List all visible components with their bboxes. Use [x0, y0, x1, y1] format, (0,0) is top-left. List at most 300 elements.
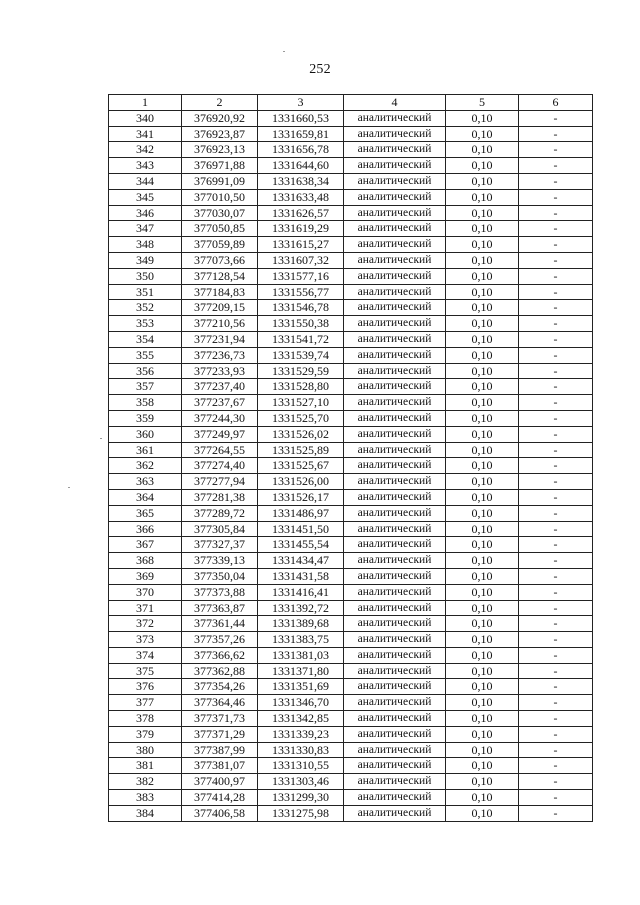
- method-cell: аналитический: [344, 474, 446, 490]
- table-row: [109, 237, 593, 253]
- note-cell: -: [519, 363, 593, 379]
- table-row: [109, 221, 593, 237]
- note-cell: -: [519, 537, 593, 553]
- error-cell: 0,10: [446, 584, 519, 600]
- table-row: [109, 379, 593, 395]
- table-row: [109, 790, 593, 806]
- table-row: [109, 316, 593, 332]
- y-coordinate-cell: 1331525,89: [258, 442, 344, 458]
- point-number-cell: 370: [109, 584, 182, 600]
- y-coordinate-cell: 1331275,98: [258, 805, 344, 821]
- point-number-cell: 380: [109, 742, 182, 758]
- note-cell: -: [519, 790, 593, 806]
- y-coordinate-cell: 1331626,57: [258, 205, 344, 221]
- y-coordinate-cell: 1331351,69: [258, 679, 344, 695]
- method-cell: аналитический: [344, 347, 446, 363]
- error-cell: 0,10: [446, 221, 519, 237]
- method-cell: аналитический: [344, 316, 446, 332]
- error-cell: 0,10: [446, 158, 519, 174]
- method-cell: аналитический: [344, 790, 446, 806]
- error-cell: 0,10: [446, 663, 519, 679]
- point-number-cell: 376: [109, 679, 182, 695]
- table-row: [109, 205, 593, 221]
- method-cell: аналитический: [344, 395, 446, 411]
- error-cell: 0,10: [446, 711, 519, 727]
- x-coordinate-cell: 377059,89: [182, 237, 258, 253]
- method-cell: аналитический: [344, 379, 446, 395]
- coordinates-table: [108, 94, 593, 822]
- x-coordinate-cell: 376991,09: [182, 173, 258, 189]
- point-number-cell: 350: [109, 268, 182, 284]
- y-coordinate-cell: 1331434,47: [258, 553, 344, 569]
- y-coordinate-cell: 1331527,10: [258, 395, 344, 411]
- point-number-cell: 341: [109, 126, 182, 142]
- method-cell: аналитический: [344, 679, 446, 695]
- x-coordinate-cell: 377073,66: [182, 252, 258, 268]
- method-cell: аналитический: [344, 695, 446, 711]
- table-row: [109, 521, 593, 537]
- scan-speck: [68, 487, 70, 488]
- y-coordinate-cell: 1331638,34: [258, 173, 344, 189]
- note-cell: -: [519, 426, 593, 442]
- point-number-cell: 345: [109, 189, 182, 205]
- table-row: [109, 679, 593, 695]
- x-coordinate-cell: 377010,50: [182, 189, 258, 205]
- note-cell: -: [519, 110, 593, 126]
- y-coordinate-cell: 1331550,38: [258, 316, 344, 332]
- note-cell: -: [519, 521, 593, 537]
- y-coordinate-cell: 1331577,16: [258, 268, 344, 284]
- y-coordinate-cell: 1331381,03: [258, 647, 344, 663]
- x-coordinate-cell: 377237,40: [182, 379, 258, 395]
- y-coordinate-cell: 1331389,68: [258, 616, 344, 632]
- point-number-cell: 354: [109, 331, 182, 347]
- table-row: [109, 395, 593, 411]
- point-number-cell: 374: [109, 647, 182, 663]
- x-coordinate-cell: 377249,97: [182, 426, 258, 442]
- x-coordinate-cell: 377264,55: [182, 442, 258, 458]
- table-row: [109, 505, 593, 521]
- x-coordinate-cell: 377381,07: [182, 758, 258, 774]
- x-coordinate-cell: 377371,73: [182, 711, 258, 727]
- x-coordinate-cell: 376923,13: [182, 142, 258, 158]
- table-row: [109, 553, 593, 569]
- x-coordinate-cell: 377030,07: [182, 205, 258, 221]
- note-cell: -: [519, 758, 593, 774]
- x-coordinate-cell: 377237,67: [182, 395, 258, 411]
- error-cell: 0,10: [446, 252, 519, 268]
- x-coordinate-cell: 377387,99: [182, 742, 258, 758]
- x-coordinate-cell: 376923,87: [182, 126, 258, 142]
- point-number-cell: 356: [109, 363, 182, 379]
- error-cell: 0,10: [446, 505, 519, 521]
- point-number-cell: 358: [109, 395, 182, 411]
- table-row: [109, 489, 593, 505]
- table-row: [109, 568, 593, 584]
- point-number-cell: 379: [109, 726, 182, 742]
- error-cell: 0,10: [446, 173, 519, 189]
- note-cell: -: [519, 774, 593, 790]
- note-cell: -: [519, 489, 593, 505]
- x-coordinate-cell: 377363,87: [182, 600, 258, 616]
- y-coordinate-cell: 1331525,70: [258, 410, 344, 426]
- table-row: [109, 742, 593, 758]
- error-cell: 0,10: [446, 363, 519, 379]
- y-coordinate-cell: 1331416,41: [258, 584, 344, 600]
- point-number-cell: 383: [109, 790, 182, 806]
- note-cell: -: [519, 410, 593, 426]
- y-coordinate-cell: 1331383,75: [258, 632, 344, 648]
- x-coordinate-cell: 377400,97: [182, 774, 258, 790]
- x-coordinate-cell: 377350,04: [182, 568, 258, 584]
- error-cell: 0,10: [446, 237, 519, 253]
- method-cell: аналитический: [344, 553, 446, 569]
- error-cell: 0,10: [446, 205, 519, 221]
- table-row: [109, 189, 593, 205]
- method-cell: аналитический: [344, 221, 446, 237]
- table-row: [109, 158, 593, 174]
- method-cell: аналитический: [344, 711, 446, 727]
- note-cell: -: [519, 221, 593, 237]
- note-cell: -: [519, 568, 593, 584]
- method-cell: аналитический: [344, 774, 446, 790]
- method-cell: аналитический: [344, 616, 446, 632]
- y-coordinate-cell: 1331529,59: [258, 363, 344, 379]
- method-cell: аналитический: [344, 126, 446, 142]
- table-row: [109, 331, 593, 347]
- table-row: [109, 126, 593, 142]
- x-coordinate-cell: 377414,28: [182, 790, 258, 806]
- x-coordinate-cell: 377366,62: [182, 647, 258, 663]
- y-coordinate-cell: 1331451,50: [258, 521, 344, 537]
- table-row: [109, 173, 593, 189]
- table-row: [109, 363, 593, 379]
- error-cell: 0,10: [446, 410, 519, 426]
- y-coordinate-cell: 1331339,23: [258, 726, 344, 742]
- x-coordinate-cell: 377209,15: [182, 300, 258, 316]
- table-row: [109, 584, 593, 600]
- method-cell: аналитический: [344, 537, 446, 553]
- x-coordinate-cell: 377361,44: [182, 616, 258, 632]
- table-row: [109, 616, 593, 632]
- method-cell: аналитический: [344, 584, 446, 600]
- error-cell: 0,10: [446, 695, 519, 711]
- method-cell: аналитический: [344, 505, 446, 521]
- point-number-cell: 357: [109, 379, 182, 395]
- point-number-cell: 373: [109, 632, 182, 648]
- point-number-cell: 360: [109, 426, 182, 442]
- y-coordinate-cell: 1331310,55: [258, 758, 344, 774]
- x-coordinate-cell: 377128,54: [182, 268, 258, 284]
- column-header-2: 2: [182, 95, 258, 111]
- table-row: [109, 600, 593, 616]
- error-cell: 0,10: [446, 426, 519, 442]
- method-cell: аналитический: [344, 189, 446, 205]
- table-row: [109, 110, 593, 126]
- method-cell: аналитический: [344, 726, 446, 742]
- x-coordinate-cell: 377339,13: [182, 553, 258, 569]
- note-cell: -: [519, 173, 593, 189]
- error-cell: 0,10: [446, 774, 519, 790]
- table-row: [109, 726, 593, 742]
- error-cell: 0,10: [446, 537, 519, 553]
- point-number-cell: 369: [109, 568, 182, 584]
- x-coordinate-cell: 377184,83: [182, 284, 258, 300]
- note-cell: -: [519, 442, 593, 458]
- table-row: [109, 695, 593, 711]
- method-cell: аналитический: [344, 331, 446, 347]
- point-number-cell: 344: [109, 173, 182, 189]
- error-cell: 0,10: [446, 395, 519, 411]
- point-number-cell: 377: [109, 695, 182, 711]
- y-coordinate-cell: 1331633,48: [258, 189, 344, 205]
- y-coordinate-cell: 1331528,80: [258, 379, 344, 395]
- x-coordinate-cell: 377233,93: [182, 363, 258, 379]
- table-row: [109, 647, 593, 663]
- y-coordinate-cell: 1331346,70: [258, 695, 344, 711]
- point-number-cell: 352: [109, 300, 182, 316]
- method-cell: аналитический: [344, 426, 446, 442]
- x-coordinate-cell: 377277,94: [182, 474, 258, 490]
- note-cell: -: [519, 379, 593, 395]
- error-cell: 0,10: [446, 600, 519, 616]
- note-cell: -: [519, 663, 593, 679]
- method-cell: аналитический: [344, 205, 446, 221]
- note-cell: -: [519, 616, 593, 632]
- note-cell: -: [519, 711, 593, 727]
- error-cell: 0,10: [446, 726, 519, 742]
- error-cell: 0,10: [446, 489, 519, 505]
- note-cell: -: [519, 726, 593, 742]
- note-cell: -: [519, 458, 593, 474]
- table-row: [109, 284, 593, 300]
- table-row: [109, 537, 593, 553]
- method-cell: аналитический: [344, 489, 446, 505]
- method-cell: аналитический: [344, 805, 446, 821]
- method-cell: аналитический: [344, 410, 446, 426]
- point-number-cell: 365: [109, 505, 182, 521]
- error-cell: 0,10: [446, 316, 519, 332]
- y-coordinate-cell: 1331660,53: [258, 110, 344, 126]
- x-coordinate-cell: 377357,26: [182, 632, 258, 648]
- method-cell: аналитический: [344, 363, 446, 379]
- y-coordinate-cell: 1331659,81: [258, 126, 344, 142]
- note-cell: -: [519, 347, 593, 363]
- scan-speck: [283, 51, 285, 52]
- point-number-cell: 346: [109, 205, 182, 221]
- note-cell: -: [519, 474, 593, 490]
- x-coordinate-cell: 377274,40: [182, 458, 258, 474]
- point-number-cell: 343: [109, 158, 182, 174]
- note-cell: -: [519, 553, 593, 569]
- x-coordinate-cell: 377289,72: [182, 505, 258, 521]
- table-row: [109, 252, 593, 268]
- point-number-cell: 340: [109, 110, 182, 126]
- method-cell: аналитический: [344, 300, 446, 316]
- note-cell: -: [519, 805, 593, 821]
- point-number-cell: 348: [109, 237, 182, 253]
- error-cell: 0,10: [446, 110, 519, 126]
- x-coordinate-cell: 377231,94: [182, 331, 258, 347]
- table-row: [109, 300, 593, 316]
- method-cell: аналитический: [344, 458, 446, 474]
- method-cell: аналитический: [344, 284, 446, 300]
- x-coordinate-cell: 377362,88: [182, 663, 258, 679]
- y-coordinate-cell: 1331371,80: [258, 663, 344, 679]
- note-cell: -: [519, 205, 593, 221]
- page-number: 252: [309, 62, 331, 77]
- table-row: [109, 410, 593, 426]
- note-cell: -: [519, 142, 593, 158]
- y-coordinate-cell: 1331546,78: [258, 300, 344, 316]
- method-cell: аналитический: [344, 252, 446, 268]
- error-cell: 0,10: [446, 521, 519, 537]
- point-number-cell: 363: [109, 474, 182, 490]
- point-number-cell: 342: [109, 142, 182, 158]
- y-coordinate-cell: 1331539,74: [258, 347, 344, 363]
- error-cell: 0,10: [446, 442, 519, 458]
- table-header: [109, 95, 593, 111]
- y-coordinate-cell: 1331526,02: [258, 426, 344, 442]
- error-cell: 0,10: [446, 347, 519, 363]
- note-cell: -: [519, 331, 593, 347]
- y-coordinate-cell: 1331556,77: [258, 284, 344, 300]
- y-coordinate-cell: 1331455,54: [258, 537, 344, 553]
- column-header-3: 3: [258, 95, 344, 111]
- header-row: [109, 95, 593, 111]
- table-row: [109, 426, 593, 442]
- method-cell: аналитический: [344, 663, 446, 679]
- error-cell: 0,10: [446, 474, 519, 490]
- note-cell: -: [519, 679, 593, 695]
- method-cell: аналитический: [344, 237, 446, 253]
- point-number-cell: 361: [109, 442, 182, 458]
- note-cell: -: [519, 158, 593, 174]
- point-number-cell: 367: [109, 537, 182, 553]
- error-cell: 0,10: [446, 790, 519, 806]
- y-coordinate-cell: 1331299,30: [258, 790, 344, 806]
- error-cell: 0,10: [446, 805, 519, 821]
- point-number-cell: 355: [109, 347, 182, 363]
- method-cell: аналитический: [344, 268, 446, 284]
- x-coordinate-cell: 377281,38: [182, 489, 258, 505]
- method-cell: аналитический: [344, 647, 446, 663]
- x-coordinate-cell: 377364,46: [182, 695, 258, 711]
- point-number-cell: 378: [109, 711, 182, 727]
- x-coordinate-cell: 376971,88: [182, 158, 258, 174]
- y-coordinate-cell: 1331525,67: [258, 458, 344, 474]
- error-cell: 0,10: [446, 758, 519, 774]
- error-cell: 0,10: [446, 632, 519, 648]
- error-cell: 0,10: [446, 742, 519, 758]
- note-cell: -: [519, 268, 593, 284]
- point-number-cell: 371: [109, 600, 182, 616]
- note-cell: -: [519, 189, 593, 205]
- table-row: [109, 142, 593, 158]
- method-cell: аналитический: [344, 142, 446, 158]
- y-coordinate-cell: 1331303,46: [258, 774, 344, 790]
- note-cell: -: [519, 126, 593, 142]
- x-coordinate-cell: 377373,88: [182, 584, 258, 600]
- table-row: [109, 632, 593, 648]
- table-body: [109, 110, 593, 821]
- y-coordinate-cell: 1331486,97: [258, 505, 344, 521]
- scan-speck: [100, 438, 102, 439]
- error-cell: 0,10: [446, 379, 519, 395]
- note-cell: -: [519, 647, 593, 663]
- point-number-cell: 349: [109, 252, 182, 268]
- x-coordinate-cell: 377406,58: [182, 805, 258, 821]
- error-cell: 0,10: [446, 553, 519, 569]
- method-cell: аналитический: [344, 521, 446, 537]
- note-cell: -: [519, 284, 593, 300]
- column-header-6: 6: [519, 95, 593, 111]
- note-cell: -: [519, 505, 593, 521]
- error-cell: 0,10: [446, 679, 519, 695]
- point-number-cell: 382: [109, 774, 182, 790]
- x-coordinate-cell: 377210,56: [182, 316, 258, 332]
- method-cell: аналитический: [344, 442, 446, 458]
- error-cell: 0,10: [446, 616, 519, 632]
- error-cell: 0,10: [446, 126, 519, 142]
- note-cell: -: [519, 632, 593, 648]
- y-coordinate-cell: 1331431,58: [258, 568, 344, 584]
- y-coordinate-cell: 1331526,17: [258, 489, 344, 505]
- y-coordinate-cell: 1331541,72: [258, 331, 344, 347]
- error-cell: 0,10: [446, 300, 519, 316]
- table-row: [109, 442, 593, 458]
- note-cell: -: [519, 584, 593, 600]
- x-coordinate-cell: 377354,26: [182, 679, 258, 695]
- y-coordinate-cell: 1331615,27: [258, 237, 344, 253]
- method-cell: аналитический: [344, 110, 446, 126]
- x-coordinate-cell: 377050,85: [182, 221, 258, 237]
- note-cell: -: [519, 300, 593, 316]
- error-cell: 0,10: [446, 284, 519, 300]
- column-header-4: 4: [344, 95, 446, 111]
- point-number-cell: 372: [109, 616, 182, 632]
- note-cell: -: [519, 237, 593, 253]
- error-cell: 0,10: [446, 458, 519, 474]
- x-coordinate-cell: 377327,37: [182, 537, 258, 553]
- table-row: [109, 711, 593, 727]
- note-cell: -: [519, 316, 593, 332]
- point-number-cell: 351: [109, 284, 182, 300]
- table-row: [109, 268, 593, 284]
- note-cell: -: [519, 395, 593, 411]
- table-row: [109, 474, 593, 490]
- y-coordinate-cell: 1331607,32: [258, 252, 344, 268]
- point-number-cell: 347: [109, 221, 182, 237]
- y-coordinate-cell: 1331330,83: [258, 742, 344, 758]
- y-coordinate-cell: 1331644,60: [258, 158, 344, 174]
- error-cell: 0,10: [446, 647, 519, 663]
- y-coordinate-cell: 1331526,00: [258, 474, 344, 490]
- method-cell: аналитический: [344, 632, 446, 648]
- x-coordinate-cell: 377305,84: [182, 521, 258, 537]
- point-number-cell: 353: [109, 316, 182, 332]
- method-cell: аналитический: [344, 158, 446, 174]
- x-coordinate-cell: 377244,30: [182, 410, 258, 426]
- table-row: [109, 774, 593, 790]
- point-number-cell: 368: [109, 553, 182, 569]
- error-cell: 0,10: [446, 268, 519, 284]
- method-cell: аналитический: [344, 568, 446, 584]
- y-coordinate-cell: 1331619,29: [258, 221, 344, 237]
- x-coordinate-cell: 377371,29: [182, 726, 258, 742]
- column-header-5: 5: [446, 95, 519, 111]
- method-cell: аналитический: [344, 742, 446, 758]
